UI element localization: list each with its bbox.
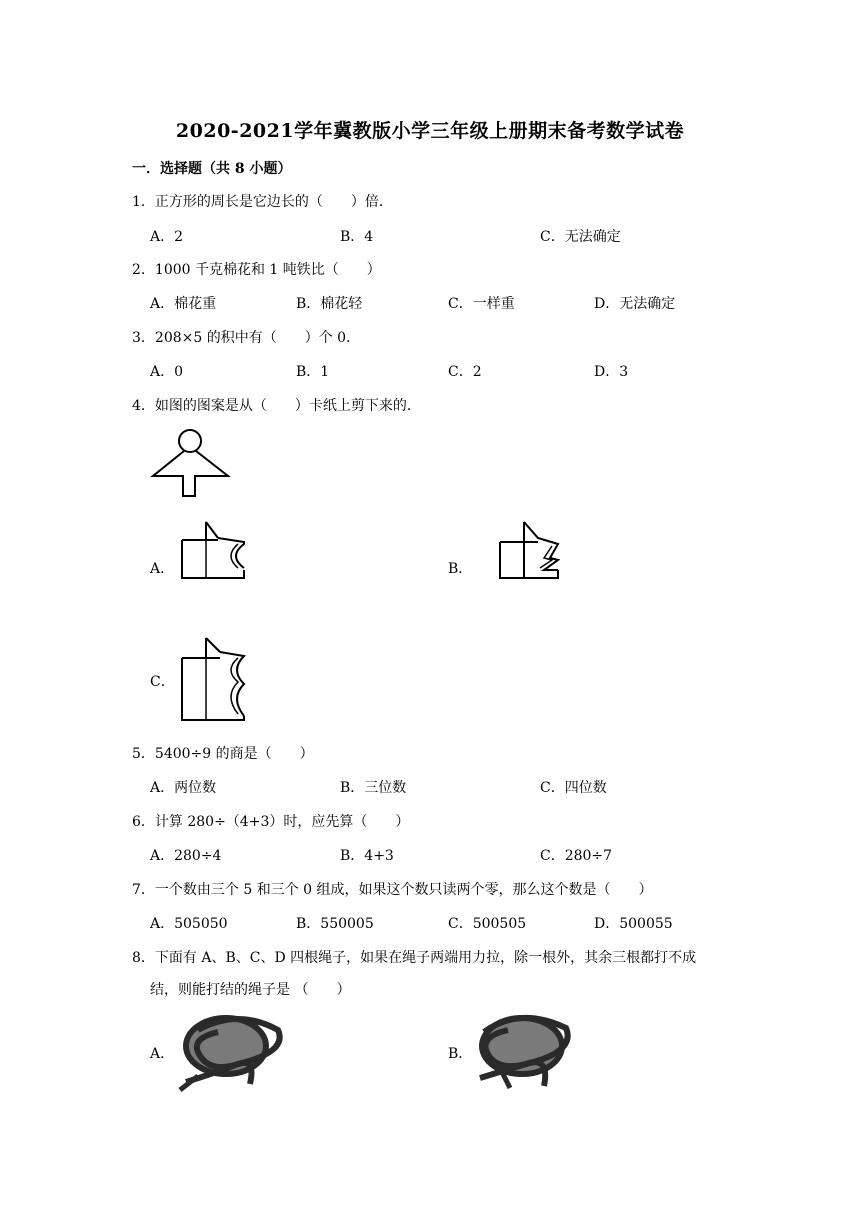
rope-knot-b-figure [470, 1012, 580, 1092]
question-1-stem: 1．正方形的周长是它边长的（ ）倍． [132, 194, 393, 210]
question-7-stem: 7．一个数由三个 5 和三个 0 组成，如果这个数只读两个零，那么这个数是（ ） [132, 882, 653, 898]
q8-option-a: A． [150, 1046, 175, 1062]
q2-option-c: C．一样重 [448, 296, 515, 312]
q2-option-a: A．棉花重 [150, 296, 217, 312]
q2-option-d: D．无法确定 [594, 296, 676, 312]
section-heading: 一．选择题（共 8 小题） [132, 161, 292, 177]
q6-option-a: A．280÷4 [150, 848, 222, 864]
q1-option-b: B．4 [340, 229, 374, 245]
cutout-figure [150, 428, 235, 500]
q7-option-b: B．550005 [296, 916, 374, 932]
q6-option-c: C．280÷7 [540, 848, 613, 864]
question-8-stem-line2: 结，则能打结的绳子是 （ ） [150, 982, 351, 998]
folded-card-c-figure [178, 636, 250, 724]
folded-card-a-figure [178, 520, 250, 582]
q4-option-c: C． [150, 674, 175, 690]
question-3-stem: 3．208×5 的积中有（ ）个 0． [132, 330, 361, 346]
q7-option-a: A．505050 [150, 916, 228, 932]
folded-card-b-figure [494, 520, 566, 582]
rope-knot-a-figure [178, 1012, 288, 1092]
q3-option-c: C．2 [448, 364, 482, 380]
question-4-stem: 4．如图的图案是从（ ）卡纸上剪下来的． [132, 398, 421, 414]
q6-option-b: B．4+3 [340, 848, 394, 864]
q2-option-b: B．棉花轻 [296, 296, 363, 312]
q1-option-a: A．2 [150, 229, 184, 245]
q4-option-a: A． [150, 561, 175, 577]
question-5-stem: 5．5400÷9 的商是（ ） [132, 746, 314, 762]
q1-option-c: C．无法确定 [540, 229, 621, 245]
q3-option-d: D．3 [594, 364, 629, 380]
q5-option-a: A．两位数 [150, 780, 217, 796]
question-2-stem: 2．1000 千克棉花和 1 吨铁比（ ） [132, 262, 381, 278]
q3-option-a: A．0 [150, 364, 184, 380]
q7-option-c: C．500505 [448, 916, 527, 932]
q4-option-b: B． [448, 561, 473, 577]
page-title: 2020-2021学年冀教版小学三年级上册期末备考数学试卷 [175, 120, 685, 142]
question-6-stem: 6．计算 280÷（4+3）时，应先算（ ） [132, 814, 410, 830]
q5-option-b: B．三位数 [340, 780, 407, 796]
q8-option-b: B． [448, 1046, 473, 1062]
q3-option-b: B．1 [296, 364, 330, 380]
question-8-stem-line1: 8．下面有 A、B、C、D 四根绳子，如果在绳子两端用力拉，除一根外，其余三根都打不成 [132, 950, 697, 966]
q7-option-d: D．500055 [594, 916, 673, 932]
q5-option-c: C．四位数 [540, 780, 607, 796]
